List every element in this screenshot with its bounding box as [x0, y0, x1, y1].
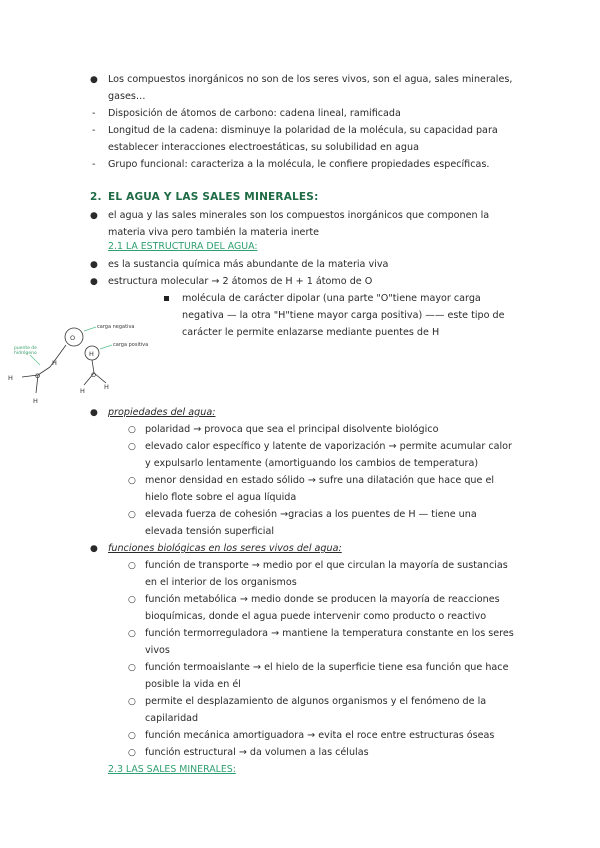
atom-label: O	[70, 334, 76, 342]
list-item: polaridad → provoca que sea el principal disolvente biológico	[145, 424, 439, 435]
list-item-cont: y expulsarlo lentamente (amortiguando los cambios de temperatura)	[145, 458, 479, 469]
sketch-label: hidrógeno	[14, 351, 37, 356]
list-item: Grupo funcional: caracteriza a la molécula, le confiere propiedades específicas.	[108, 159, 490, 170]
list-item-cont: elevada tensión superficial	[145, 526, 274, 537]
list-item: el agua y las sales minerales son los compuestos inorgánicos que componen la	[108, 210, 490, 221]
list-item-cont: negativa — la otra "H"tiene mayor carga positiva) —— este tipo de	[182, 310, 505, 321]
atom-label: O	[91, 371, 97, 379]
section-number: 2.	[90, 191, 102, 203]
list-item-cont: gases…	[108, 91, 146, 102]
bullet-circle: ○	[128, 629, 136, 639]
bullet-dot: ●	[90, 211, 98, 221]
list-item: función termoaislante → el hielo de la superficie tiene esa función que hace	[145, 662, 509, 673]
list-heading: propiedades del agua:	[108, 407, 216, 418]
bullet-circle: ○	[128, 748, 136, 758]
list-item-cont: en el interior de los organismos	[145, 577, 297, 588]
water-molecule-sketch	[0, 315, 180, 415]
bullet-circle: ○	[128, 442, 136, 452]
bullet-square	[164, 296, 169, 301]
atom-label: H	[89, 350, 94, 358]
list-item: Longitud de la cadena: disminuye la polaridad de la molécula, su capacidad para	[108, 125, 498, 136]
list-item: Disposición de átomos de carbono: cadena lineal, ramificada	[108, 108, 401, 119]
bullet-circle: ○	[128, 731, 136, 741]
list-item-cont: vivos	[145, 645, 170, 656]
atom-label: H	[52, 359, 57, 367]
list-item: estructura molecular → 2 átomos de H + 1 átomo de O	[108, 276, 373, 287]
list-item-cont: materia viva pero también la materia inerte	[108, 227, 320, 238]
list-item: función mecánica amortiguadora → evita el roce entre estructuras óseas	[145, 730, 495, 741]
bullet-dot: ●	[90, 544, 98, 554]
subsection-title: 2.1 LA ESTRUCTURA DEL AGUA:	[108, 241, 258, 252]
bullet-circle: ○	[128, 561, 136, 571]
list-item: función metabólica → medio donde se producen la mayoría de reacciones	[145, 594, 500, 605]
list-item: menor densidad en estado sólido → sufre una dilatación que hace que el	[145, 475, 495, 486]
list-item: función estructural → da volumen a las células	[145, 747, 369, 758]
bullet-dot: ●	[90, 260, 98, 270]
subsection-title: 2.3 LAS SALES MINERALES:	[108, 764, 236, 775]
atom-label: H	[33, 397, 38, 405]
list-item-cont: capilaridad	[145, 713, 199, 724]
sketch-label: puente de	[14, 346, 37, 351]
list-item: elevado calor específico y latente de vaporización → permite acumular calor	[145, 441, 512, 452]
atom-label: H	[104, 383, 109, 391]
list-item-cont: establecer interacciones electroestáticas, su solubilidad en agua	[108, 142, 419, 153]
atom-label: O	[35, 372, 41, 380]
list-item-cont: carácter le permite enlazarse mediante puentes de H	[182, 327, 440, 338]
sketch-label: carga positiva	[113, 342, 149, 348]
bullet-dot: ●	[90, 408, 98, 418]
list-item-cont: posible la vida en él	[145, 679, 241, 690]
atom-label: H	[8, 374, 13, 382]
list-item: función de transporte → medio por el que circulan la mayoría de sustancias	[145, 560, 508, 571]
bullet-circle: ○	[128, 510, 136, 520]
bullet-circle: ○	[128, 476, 136, 486]
list-heading: funciones biológicas en los seres vivos del agua:	[108, 543, 342, 554]
list-item-cont: bioquímicas, donde el agua puede intervenir como producto o reactivo	[145, 611, 487, 622]
bullet-circle: ○	[128, 697, 136, 707]
bullet-dot: ●	[90, 277, 98, 287]
list-item-cont: hielo flote sobre el agua líquida	[145, 492, 297, 503]
list-item: Los compuestos inorgánicos no son de los seres vivos, son el agua, sales minerales,	[108, 74, 513, 85]
list-item: permite el desplazamiento de algunos organismos y el fenómeno de la	[145, 696, 487, 707]
bullet-dash: -	[92, 125, 96, 136]
bullet-dash: -	[92, 108, 96, 119]
list-item: elevada fuerza de cohesión →gracias a los puentes de H — tiene una	[145, 509, 477, 520]
bullet-circle: ○	[128, 663, 136, 673]
bullet-circle: ○	[128, 425, 136, 435]
atom-label: H	[80, 387, 85, 395]
sketch-label: carga negativa	[97, 324, 135, 330]
bullet-dot: ●	[90, 75, 98, 85]
list-item: es la sustancia química más abundante de la materia viva	[108, 259, 389, 270]
bullet-dash: -	[92, 159, 96, 170]
section-title: EL AGUA Y LAS SALES MINERALES:	[108, 191, 319, 203]
list-item: molécula de carácter dipolar (una parte "O"tiene mayor carga	[182, 293, 481, 304]
bullet-circle: ○	[128, 595, 136, 605]
list-item: función termorreguladora → mantiene la temperatura constante en los seres	[145, 628, 514, 639]
